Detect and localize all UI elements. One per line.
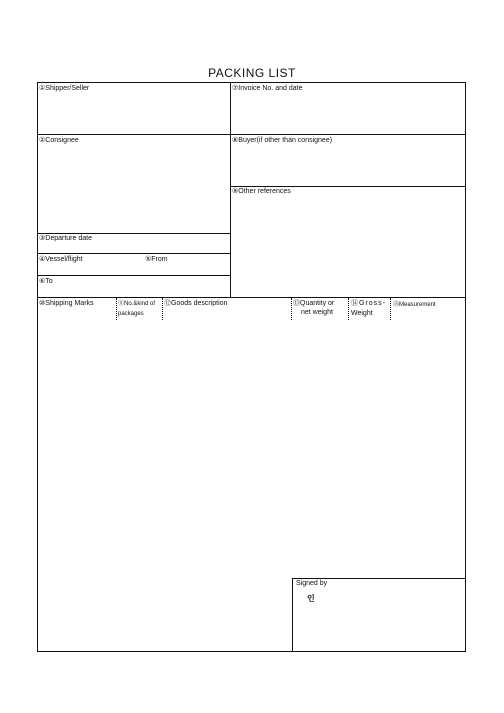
signature-left-line — [292, 578, 293, 652]
quantity-header-line1: ⑬Quantity or — [293, 300, 335, 307]
buyer-label: ⑧Buyer(if other than consignee) — [232, 137, 333, 144]
vessel-label: ④Vessel/flight — [39, 256, 83, 263]
packages-separator — [116, 298, 117, 320]
gross-separator — [348, 298, 349, 320]
packages-header-line2: packages — [118, 311, 144, 317]
consignee-bottom-line — [37, 233, 230, 234]
signed-by-label: Signed by — [296, 580, 328, 587]
quantity-separator — [291, 298, 292, 320]
from-label: ⑤From — [145, 256, 168, 263]
vessel-bottom-line — [37, 275, 230, 276]
gross-weight-header-line2: Weight — [351, 310, 373, 317]
form-frame — [37, 82, 466, 652]
seal-mark: 인 — [307, 594, 315, 603]
measurement-separator — [390, 298, 391, 320]
departure-bottom-line — [37, 253, 230, 254]
shipping-marks-header: ⑩Shipping Marks — [39, 300, 94, 307]
buyer-bottom-line — [230, 186, 466, 187]
signature-top-line — [292, 578, 466, 579]
invoice-label: ⑦Invoice No. and date — [232, 85, 303, 92]
quantity-header-line2: net weight — [301, 309, 333, 316]
shipper-label: ①Shipper/Seller — [39, 85, 90, 92]
upper-column-divider — [230, 82, 231, 297]
other-references-label: ⑨Other references — [232, 188, 291, 195]
goods-description-header: ⑫Goods description — [164, 300, 228, 307]
measurement-header: ⑮Measurement — [393, 302, 436, 308]
gross-weight-header-line1: ⑭Gross- — [351, 300, 386, 307]
packages-header-line1: ⑪No.&kind of — [118, 301, 156, 307]
goods-separator — [162, 298, 163, 320]
document-title: PACKING LIST — [208, 66, 296, 80]
to-label: ⑥To — [39, 278, 53, 285]
consignee-label: ②Consignee — [39, 137, 79, 144]
table-top-line — [37, 297, 466, 298]
departure-date-label: ③Departure date — [39, 235, 92, 242]
invoice-bottom-line — [230, 134, 466, 135]
shipper-bottom-line — [37, 134, 230, 135]
